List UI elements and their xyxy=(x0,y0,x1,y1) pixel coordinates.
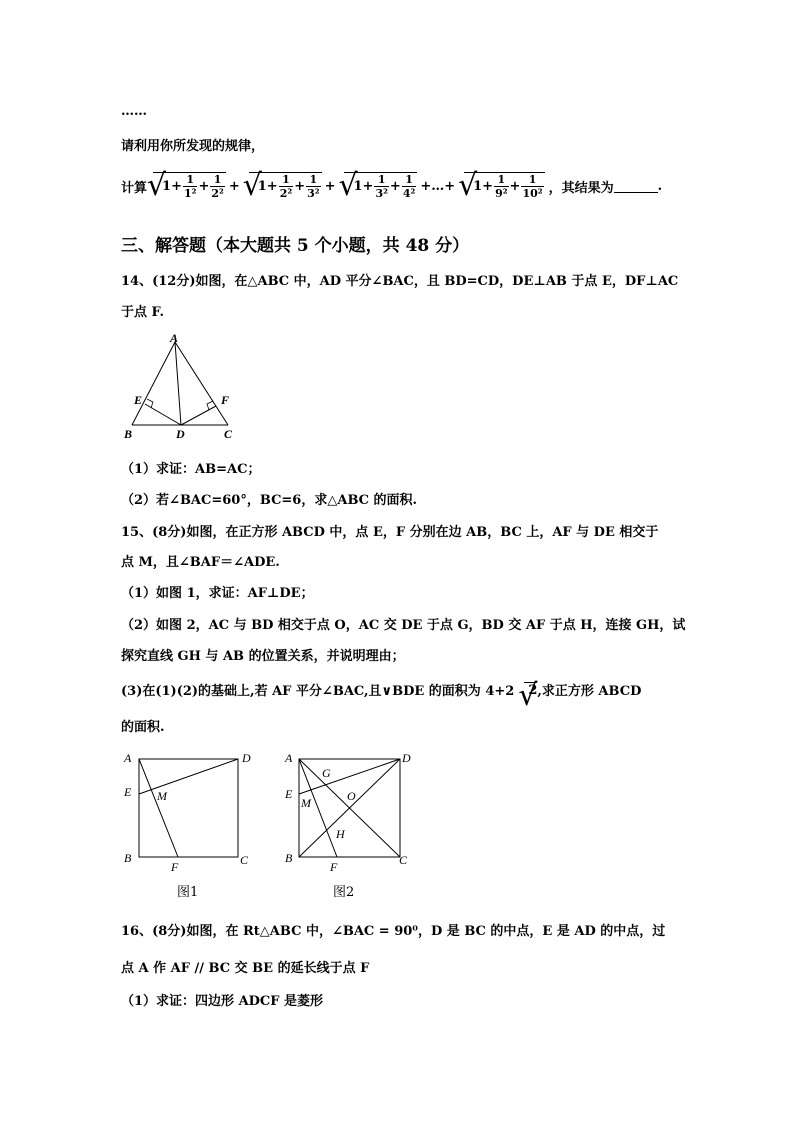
label-f: F xyxy=(221,393,230,407)
sqrt-2: √ 2 xyxy=(524,682,537,698)
section-heading: 三、解答题（本大题共 5 个小题，共 48 分） xyxy=(121,236,470,256)
label-b: B xyxy=(124,427,133,441)
segment-de xyxy=(145,404,181,425)
label-a: A xyxy=(170,332,179,345)
label-e: E xyxy=(285,787,293,801)
q16-line2: 点 A 作 AF // BC 交 BE 的延长线于点 F xyxy=(121,961,370,976)
calc-suffix: ，其结果为 xyxy=(548,180,614,196)
label-d: D xyxy=(176,427,185,441)
dots-op: +…+ xyxy=(420,178,456,194)
label-m: M xyxy=(301,796,311,810)
sqrt-term-1: √ 1+ $\frac{1}{\text{1²}}$ + $\frac{1}{\text{2²}}$ xyxy=(153,172,226,200)
label-d: D xyxy=(402,751,411,765)
q16-line1: 16、(8分)如图，在 Rt△ABC 中，∠BAC = 90⁰，D 是 BC 的中点，E 是 AD 的中点，过 xyxy=(121,924,666,939)
label-m: M xyxy=(157,789,167,803)
q15-line2: 点 M，且∠BAF＝∠ADE. xyxy=(121,555,280,570)
label-o: O xyxy=(347,789,356,803)
label-d: D xyxy=(242,751,251,765)
calc-prefix: 计算 xyxy=(121,180,148,196)
label-f: F xyxy=(330,860,338,874)
q15-part3b: 的面积. xyxy=(121,720,165,735)
sqrt-term-3: √ 1+ $\frac{1}{\text{3²}}$ + $\frac{1}{\text{4²}}$ xyxy=(344,172,417,200)
q14-triangle-figure xyxy=(118,332,248,444)
fig2-caption: 图2 xyxy=(333,885,355,900)
label-c: C xyxy=(224,427,233,441)
label-e: E xyxy=(124,785,132,799)
label-h: H xyxy=(336,827,345,841)
calc-end: . xyxy=(657,178,663,194)
q15-part1: （1）如图 1，求证：AF⊥DE； xyxy=(121,586,314,601)
label-c: C xyxy=(240,853,249,867)
label-e: E xyxy=(134,393,143,407)
ellipsis-text: …… xyxy=(121,104,147,119)
segment-af xyxy=(139,759,178,857)
segment-ad xyxy=(175,342,181,425)
q16-part1: （1）求证：四边形 ADCF 是菱形 xyxy=(121,994,324,1009)
sqrt-term-2: √ 1+ $\frac{1}{\text{2²}}$ + $\frac{1}{\text{3²}}$ xyxy=(249,172,322,200)
q15-part2a: （2）如图 2，AC 与 BD 相交于点 O，AC 交 DE 于点 G，BD 交 AF 于点 H，连接 GH，试 xyxy=(121,618,686,633)
label-g: G xyxy=(322,766,331,780)
calc-expression xyxy=(121,172,662,200)
label-f: F xyxy=(171,860,179,874)
label-c: C xyxy=(399,853,408,867)
label-a: A xyxy=(124,751,132,765)
square-abcd xyxy=(139,759,238,857)
q15-line1: 15、(8分)如图，在正方形 ABCD 中，点 E，F 分别在边 AB，BC 上，AF 与 DE 相交于 xyxy=(121,525,659,540)
sqrt-term-4: √ 1+ $\frac{1}{\text{9²}}$ + $\frac{1}{\text{10²}}$ xyxy=(464,172,544,200)
side-ac xyxy=(175,342,228,425)
plus-op: + xyxy=(324,178,336,194)
q15-part2b: 探究直线 GH 与 AB 的位置关系，并说明理由； xyxy=(121,649,405,664)
segment-df xyxy=(181,406,216,425)
q14-line2: 于点 F. xyxy=(121,305,164,320)
label-a: A xyxy=(285,751,293,765)
q15-figure-1 xyxy=(118,748,258,878)
q14-part2: （2）若∠BAC=60°，BC=6，求△ABC 的面积. xyxy=(121,493,418,508)
rule-instruction: 请利用你所发现的规律， xyxy=(121,139,265,154)
plus-op: + xyxy=(228,178,240,194)
fig1-caption: 图1 xyxy=(177,885,199,900)
answer-blank xyxy=(614,180,658,193)
segment-de xyxy=(139,759,238,794)
q14-part1: （1）求证：AB=AC； xyxy=(121,462,261,477)
label-b: B xyxy=(285,851,293,865)
q15-figure-2 xyxy=(280,748,420,878)
q15-part3a: (3)在(1)(2)的基础上,若 AF 平分∠BAC,且∨BDE 的面积为 4+2 √ 2 ,求正方形 ABCD xyxy=(121,680,641,699)
side-ab xyxy=(132,342,175,425)
q14-line1: 14、(12分)如图，在△ABC 中，AD 平分∠BAC，且 BD=CD，DE⊥AB 于点 E，DF⊥AC xyxy=(121,274,679,289)
label-b: B xyxy=(124,851,132,865)
